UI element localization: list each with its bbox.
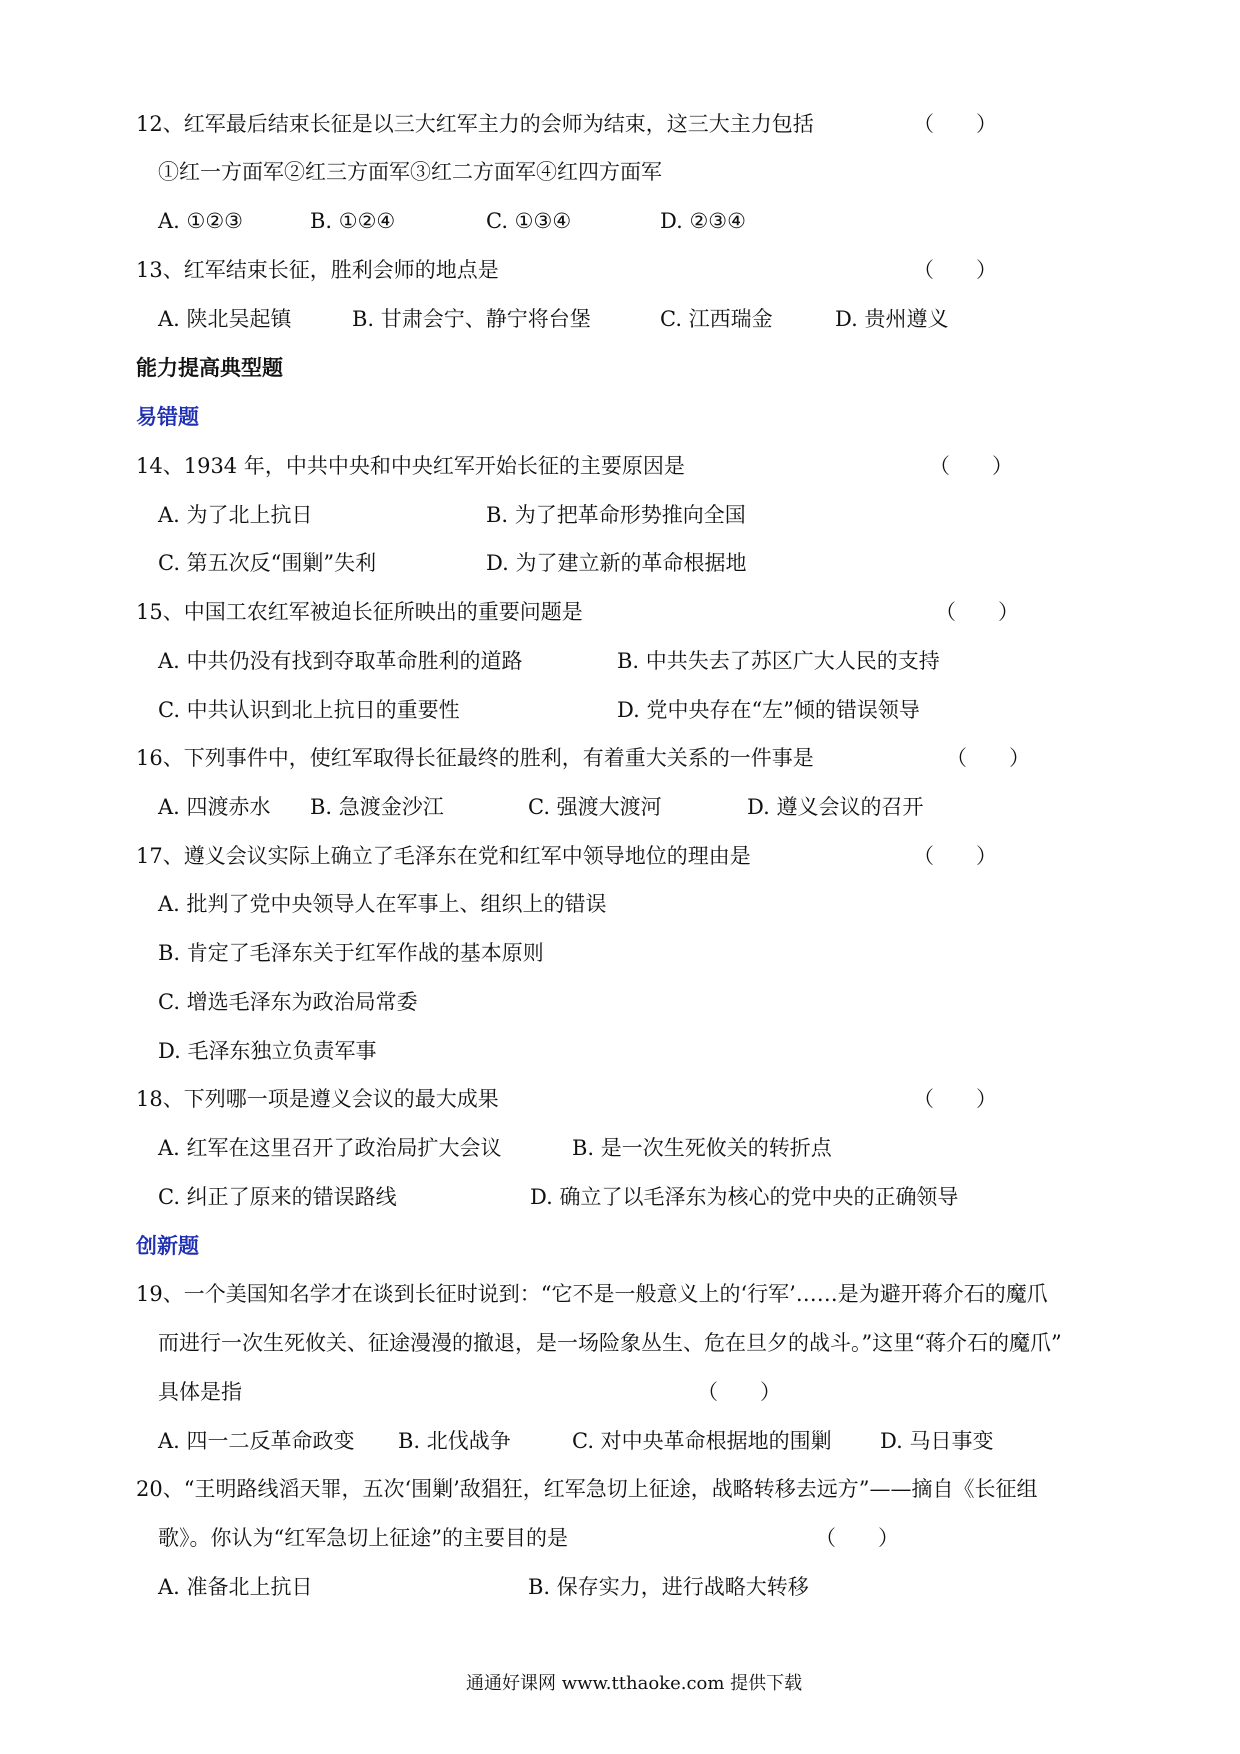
q16-answer-paren: （ ） [946, 746, 1030, 770]
q14-option-b: B. 为了把革命形势推向全国 [486, 503, 746, 527]
q15-option-d: D. 党中央存在“左”倾的错误领导 [617, 698, 920, 722]
q19-stem-line2: 而进行一次生死攸关、征途漫漫的撤退，是一场险象丛生、危在旦夕的战斗。”这里“蒋介石的魔爪” [158, 1331, 1062, 1355]
q12-option-a: A. ①②③ [158, 209, 243, 233]
q12-option-d: D. ②③④ [660, 209, 746, 233]
q19-option-b: B. 北伐战争 [398, 1429, 511, 1453]
q15-stem: 15、中国工农红军被迫长征所映出的重要问题是 [136, 600, 583, 624]
q17-stem: 17、遵义会议实际上确立了毛泽东在党和红军中领导地位的理由是 [136, 844, 751, 868]
q18-stem: 18、下列哪一项是遵义会议的最大成果 [136, 1087, 499, 1111]
q14-option-c: C. 第五次反“围剿”失利 [158, 551, 377, 575]
q20-option-b: B. 保存实力，进行战略大转移 [528, 1575, 809, 1599]
q14-answer-paren: （ ） [929, 454, 1013, 478]
q20-option-a: A. 准备北上抗日 [158, 1575, 313, 1599]
q14-option-a: A. 为了北上抗日 [158, 503, 313, 527]
q20-stem-line1: 20、“王明路线滔天罪，五次‘围剿’敌猖狂，红军急切上征途，战略转移去远方”——摘自《长征组 [136, 1477, 1038, 1501]
q16-stem: 16、下列事件中，使红军取得长征最终的胜利，有着重大关系的一件事是 [136, 746, 814, 770]
q19-stem-line1: 19、一个美国知名学才在谈到长征时说到：“它不是一般意义上的‘行军’……是为避开蒋介石的魔爪 [136, 1282, 1048, 1306]
q14-option-d: D. 为了建立新的革命根据地 [486, 551, 747, 575]
q18-answer-paren: （ ） [913, 1087, 997, 1111]
q13-option-c: C. 江西瑞金 [660, 307, 773, 331]
q18-option-c: C. 纠正了原来的错误路线 [158, 1185, 397, 1209]
q18-option-b: B. 是一次生死攸关的转折点 [572, 1136, 832, 1160]
q15-answer-paren: （ ） [935, 600, 1019, 624]
q19-option-c: C. 对中央革命根据地的围剿 [572, 1429, 832, 1453]
subsection-innovation: 创新题 [136, 1233, 199, 1258]
q13-stem: 13、红军结束长征，胜利会师的地点是 [136, 258, 499, 282]
q12-items: ①红一方面军②红三方面军③红二方面军④红四方面军 [158, 160, 662, 184]
subsection-error-prone: 易错题 [136, 404, 199, 429]
q16-option-a: A. 四渡赤水 [158, 795, 271, 819]
q15-option-b: B. 中共失去了苏区广大人民的支持 [617, 649, 940, 673]
q12-stem: 12、红军最后结束长征是以三大红军主力的会师为结束，这三大主力包括 [136, 112, 814, 136]
q12-option-b: B. ①②④ [310, 209, 396, 233]
q13-option-b: B. 甘肃会宁、静宁将台堡 [352, 307, 591, 331]
q15-option-a: A. 中共仍没有找到夺取革命胜利的道路 [158, 649, 523, 673]
q20-answer-paren: （ ） [815, 1526, 899, 1550]
q17-option-b: B. 肯定了毛泽东关于红军作战的基本原则 [158, 941, 544, 965]
q17-option-c: C. 增选毛泽东为政治局常委 [158, 990, 418, 1014]
q17-option-d: D. 毛泽东独立负责军事 [158, 1039, 377, 1063]
q12-answer-paren: （ ） [913, 112, 997, 136]
q16-option-c: C. 强渡大渡河 [528, 795, 662, 819]
q19-answer-paren: （ ） [697, 1380, 781, 1404]
q17-answer-paren: （ ） [913, 844, 997, 868]
q15-option-c: C. 中共认识到北上抗日的重要性 [158, 698, 460, 722]
q16-option-d: D. 遵义会议的召开 [747, 795, 924, 819]
q16-option-b: B. 急渡金沙江 [310, 795, 444, 819]
q20-stem-line2: 歌》。你认为“红军急切上征途”的主要目的是 [158, 1526, 568, 1550]
q13-answer-paren: （ ） [913, 258, 997, 282]
q19-option-a: A. 四一二反革命政变 [158, 1429, 355, 1453]
q19-stem-line3: 具体是指 [158, 1380, 242, 1404]
q14-stem: 14、1934 年，中共中央和中央红军开始长征的主要原因是 [136, 454, 685, 478]
q18-option-d: D. 确立了以毛泽东为核心的党中央的正确领导 [530, 1185, 959, 1209]
q13-option-d: D. 贵州遵义 [835, 307, 949, 331]
q13-option-a: A. 陕北吴起镇 [158, 307, 292, 331]
q12-option-c: C. ①③④ [486, 209, 572, 233]
q19-option-d: D. 马日事变 [880, 1429, 994, 1453]
section-title: 能力提高典型题 [136, 355, 283, 380]
q17-option-a: A. 批判了党中央领导人在军事上、组织上的错误 [158, 892, 607, 916]
q18-option-a: A. 红军在这里召开了政治局扩大会议 [158, 1136, 502, 1160]
page-footer: 通通好课网 www.tthaoke.com 提供下载 [466, 1673, 803, 1694]
